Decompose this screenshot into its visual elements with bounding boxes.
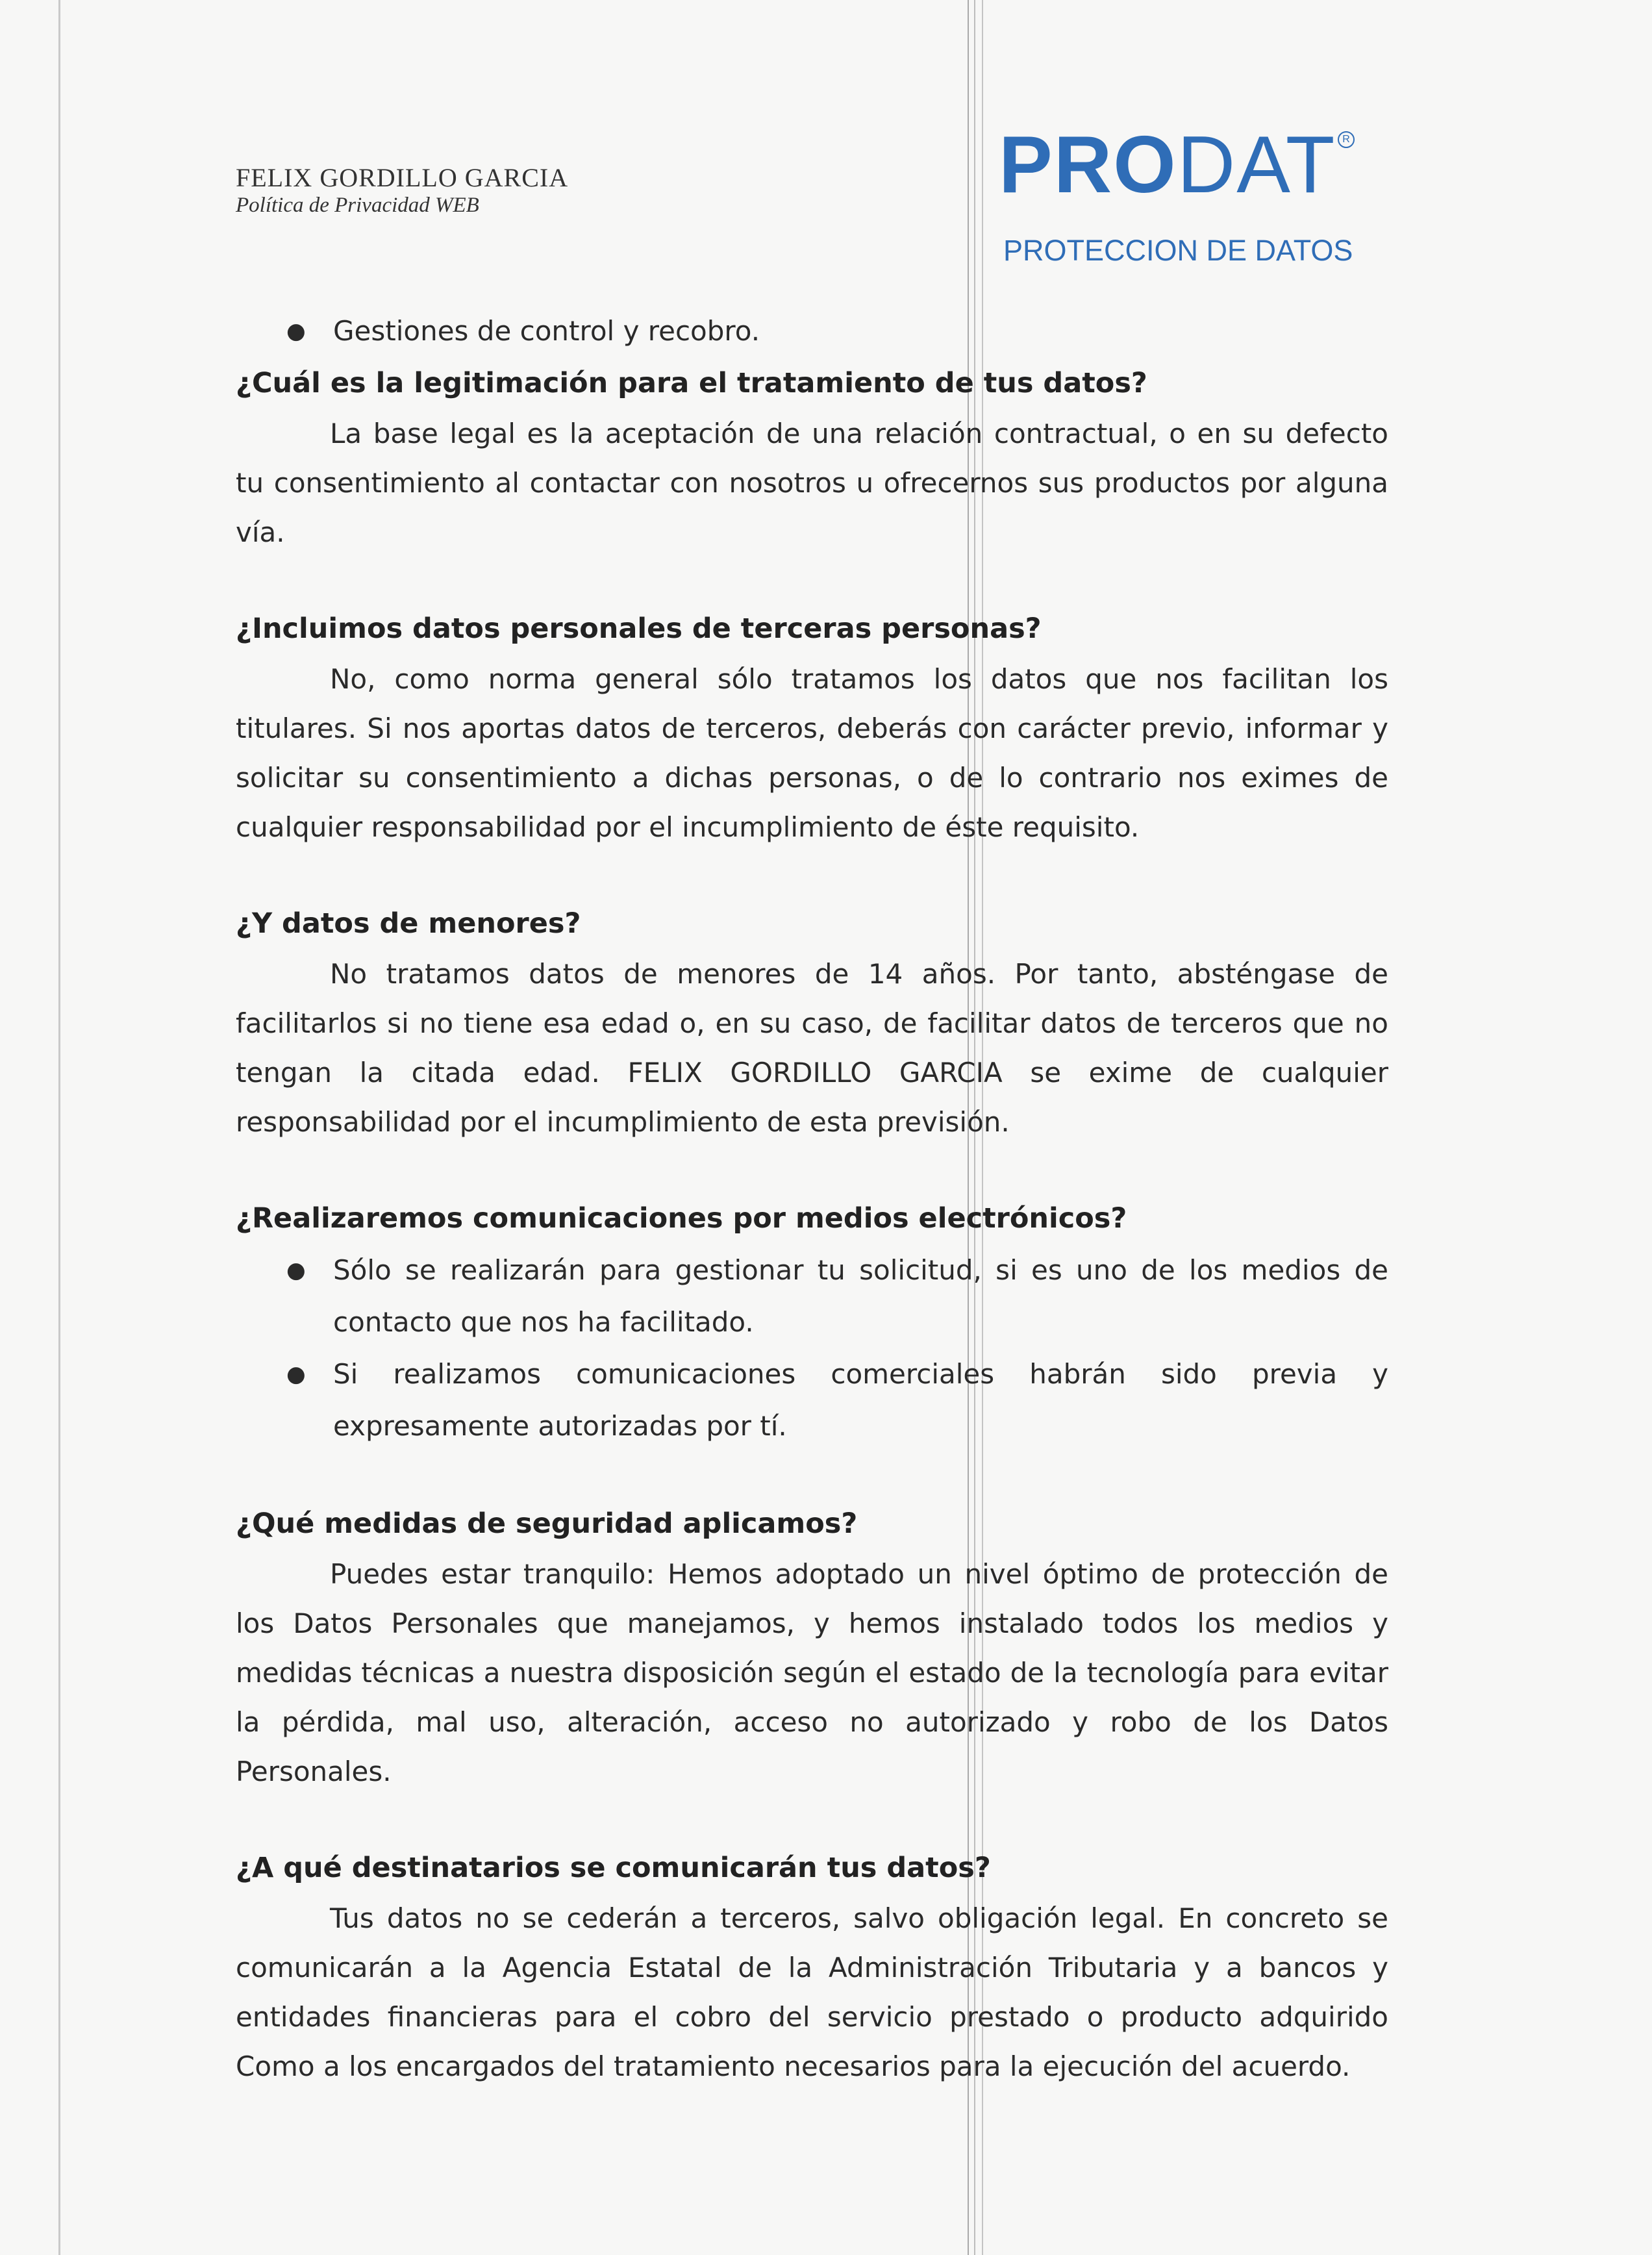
section-heading: ¿Qué medidas de seguridad aplicamos?: [236, 1507, 858, 1540]
section-heading: ¿A qué destinatarios se comunicarán tus datos?: [236, 1852, 991, 1884]
section-paragraph: No, como norma general sólo tratamos los datos que nos facilitan los titulares. Si nos aportas datos de terceros, deberás con carácter previo, informar y solicitar su consentimiento a dichas personas, o de lo contrario nos eximes de cualquier responsabilidad por el incumplimiento de éste requisito.: [236, 663, 1388, 843]
bullet-icon: ●: [286, 318, 306, 344]
bullet-icon: ●: [286, 1361, 306, 1387]
section-heading: ¿Realizaremos comunicaciones por medios electrónicos?: [236, 1202, 1127, 1235]
section-heading: ¿Y datos de menores?: [236, 907, 581, 940]
list-item-text: Si realizamos comunicaciones comerciales habrán sido previa y expresamente autorizadas por tí.: [333, 1358, 1388, 1442]
section-electronic-communications: [236, 1192, 1388, 1452]
section-legitimacy: [236, 357, 1388, 557]
section-minors: [236, 898, 1388, 1147]
list-item-text: Sólo se realizarán para gestionar tu solicitud, si es uno de los medios de contacto que nos ha facilitado.: [333, 1254, 1388, 1338]
section-heading: ¿Incluimos datos personales de terceras personas?: [236, 612, 1042, 645]
list-item: [236, 1348, 1388, 1452]
section-third-parties: [236, 603, 1388, 852]
section-recipients: [236, 1842, 1388, 2091]
section-heading: ¿Cuál es la legitimación para el tratamiento de tus datos?: [236, 367, 1147, 399]
bullet-icon: ●: [286, 1257, 306, 1283]
header-document-subtitle: Política de Privacidad WEB: [236, 194, 479, 217]
logo-light-text: DAT: [1177, 120, 1336, 210]
list-item-text: Gestiones de control y recobro.: [333, 315, 760, 347]
section-paragraph: No tratamos datos de menores de 14 años. Por tanto, absténgase de facilitarlos si no tiene esa edad o, en su caso, de facilitar datos de terceros que no tengan la citada edad. FELIX GORDILLO GARCIA se exime de cualquier responsabilidad por el incumplimiento de esta previsión.: [236, 958, 1388, 1138]
section-security-measures: [236, 1498, 1388, 1796]
section-paragraph: Tus datos no se cederán a terceros, salvo obligación legal. En concreto se comunicarán a la Agencia Estatal de la Administración Tributaria y a bancos y entidades financieras para el cobro del servicio prestado o producto adquirido Como a los encargados del tratamiento necesarios para la ejecución del acuerdo.: [236, 1902, 1388, 2082]
header-company-name: FELIX GORDILLO GARCIA: [236, 163, 569, 192]
registered-mark-icon: R: [1338, 131, 1355, 148]
section-paragraph: Puedes estar tranquilo: Hemos adoptado un nivel óptimo de protección de los Datos Personales que manejamos, y hemos instalado todos los medios y medidas técnicas a nuestra disposición según el estado de la tecnología para evitar la pérdida, mal uso, alteración, acceso no autorizado y robo de los Datos Personales.: [236, 1558, 1388, 1787]
prodat-logo: [999, 120, 1336, 210]
list-item: [236, 1244, 1388, 1348]
section-paragraph: La base legal es la aceptación de una relación contractual, o en su defecto tu consentimiento al contactar con nosotros u ofrecernos sus productos por alguna vía.: [236, 418, 1388, 548]
scan-left-edge: [58, 0, 60, 2255]
logo-tagline: PROTECCION DE DATOS: [1003, 234, 1353, 267]
document-body: [236, 305, 1388, 2091]
list-item: [236, 305, 1388, 357]
logo-bold-text: PRO: [999, 120, 1177, 210]
